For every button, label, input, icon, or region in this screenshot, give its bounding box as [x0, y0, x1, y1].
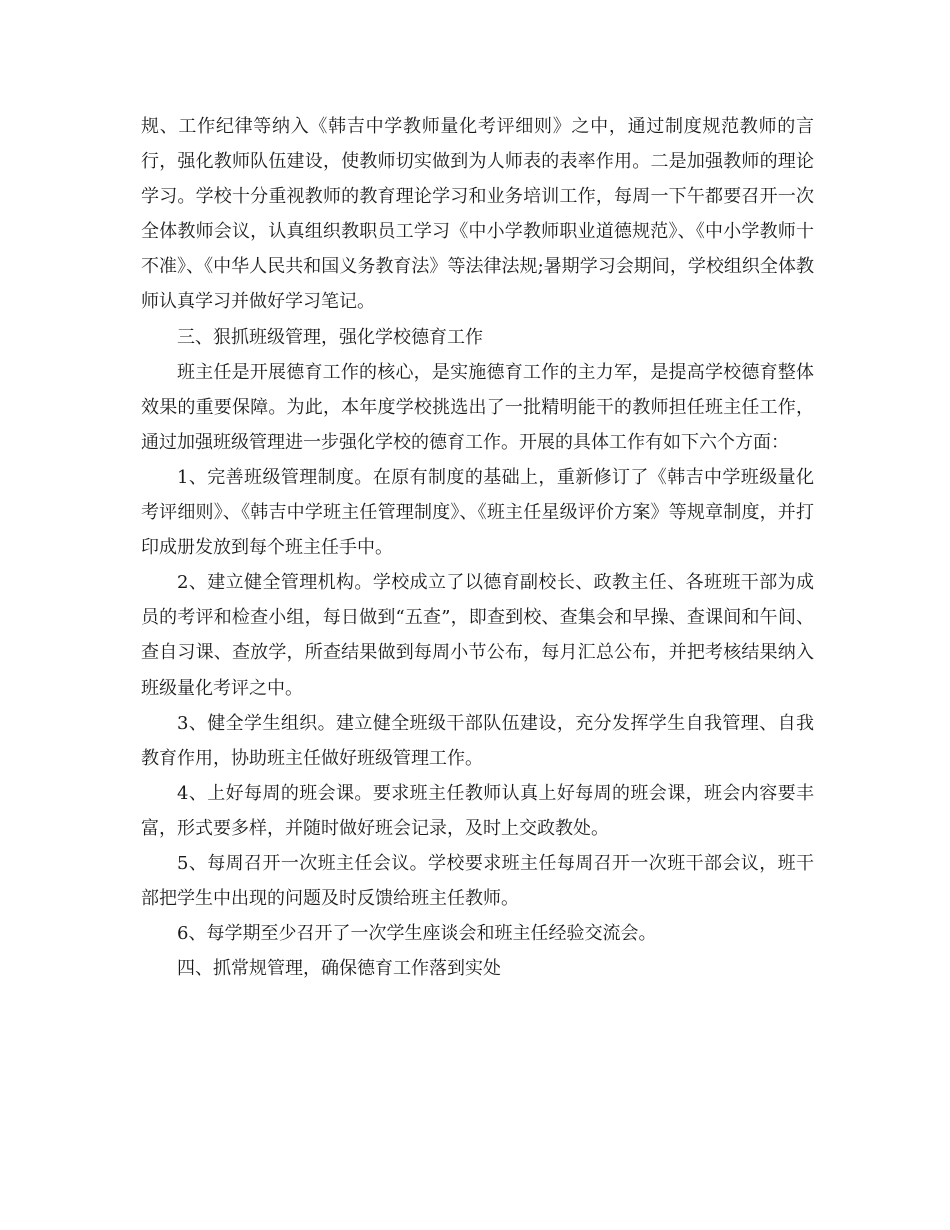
list-item-paragraph: 5、每周召开一次班主任会议。学校要求班主任每周召开一次班干部会议，班干部把学生中出现的问题及时反馈给班主任教师。	[141, 852, 814, 910]
section-heading-routine-management: 四、抓常规管理，确保德育工作落到实处	[177, 958, 501, 980]
body-paragraph: 班主任是开展德育工作的核心，是实施德育工作的主力军，是提高学校德育整体效果的重要保障。为此，本年度学校挑选出了一批精明能干的教师担任班主任工作，通过加强班级管理进一步强化学校的德育工作。开展的具体工作有如下六个方面：	[141, 361, 814, 453]
body-paragraph: 规、工作纪律等纳入《韩吉中学教师量化考评细则》之中，通过制度规范教师的言行，强化教师队伍建设，使教师切实做到为人师表的表率作用。二是加强教师的理论学习。学校十分重视教师的教育理论学习和业务培训工作，每周一下午都要召开一次全体教师会议，认真组织教职员工学习《中小学教师职业道德规范》、《中小学教师十不准》、《中华人民共和国义务教育法》等法律法规;暑期学习会期间，学校组织全体教师认真学习并做好学习笔记。	[141, 116, 814, 313]
section-heading-class-management: 三、狠抓班级管理，强化学校德育工作	[177, 326, 483, 348]
list-item-paragraph: 2、建立健全管理机构。学校成立了以德育副校长、政教主任、各班班干部为成员的考评和检查小组，每日做到“五查”，即查到校、查集会和早操、查课间和午间、查自习课、查放学，所查结果做到每周小节公布，每月汇总公布，并把考核结果纳入班级量化考评之中。	[141, 572, 814, 699]
list-item-paragraph: 4、上好每周的班会课。要求班主任教师认真上好每周的班会课，班会内容要丰富，形式要多样，并随时做好班会记录，及时上交政教处。	[141, 782, 814, 839]
list-item-paragraph: 6、每学期至少召开了一次学生座谈会和班主任经验交流会。	[177, 923, 657, 945]
list-item-paragraph: 3、健全学生组织。建立健全班级干部队伍建设，充分发挥学生自我管理、自我教育作用，协助班主任做好班级管理工作。	[141, 712, 814, 769]
list-item-paragraph: 1、完善班级管理制度。在原有制度的基础上，重新修订了《韩吉中学班级量化考评细则》、《韩吉中学班主任管理制度》、《班主任星级评价方案》等规章制度，并打印成册发放到每个班主任手中。	[141, 466, 814, 559]
